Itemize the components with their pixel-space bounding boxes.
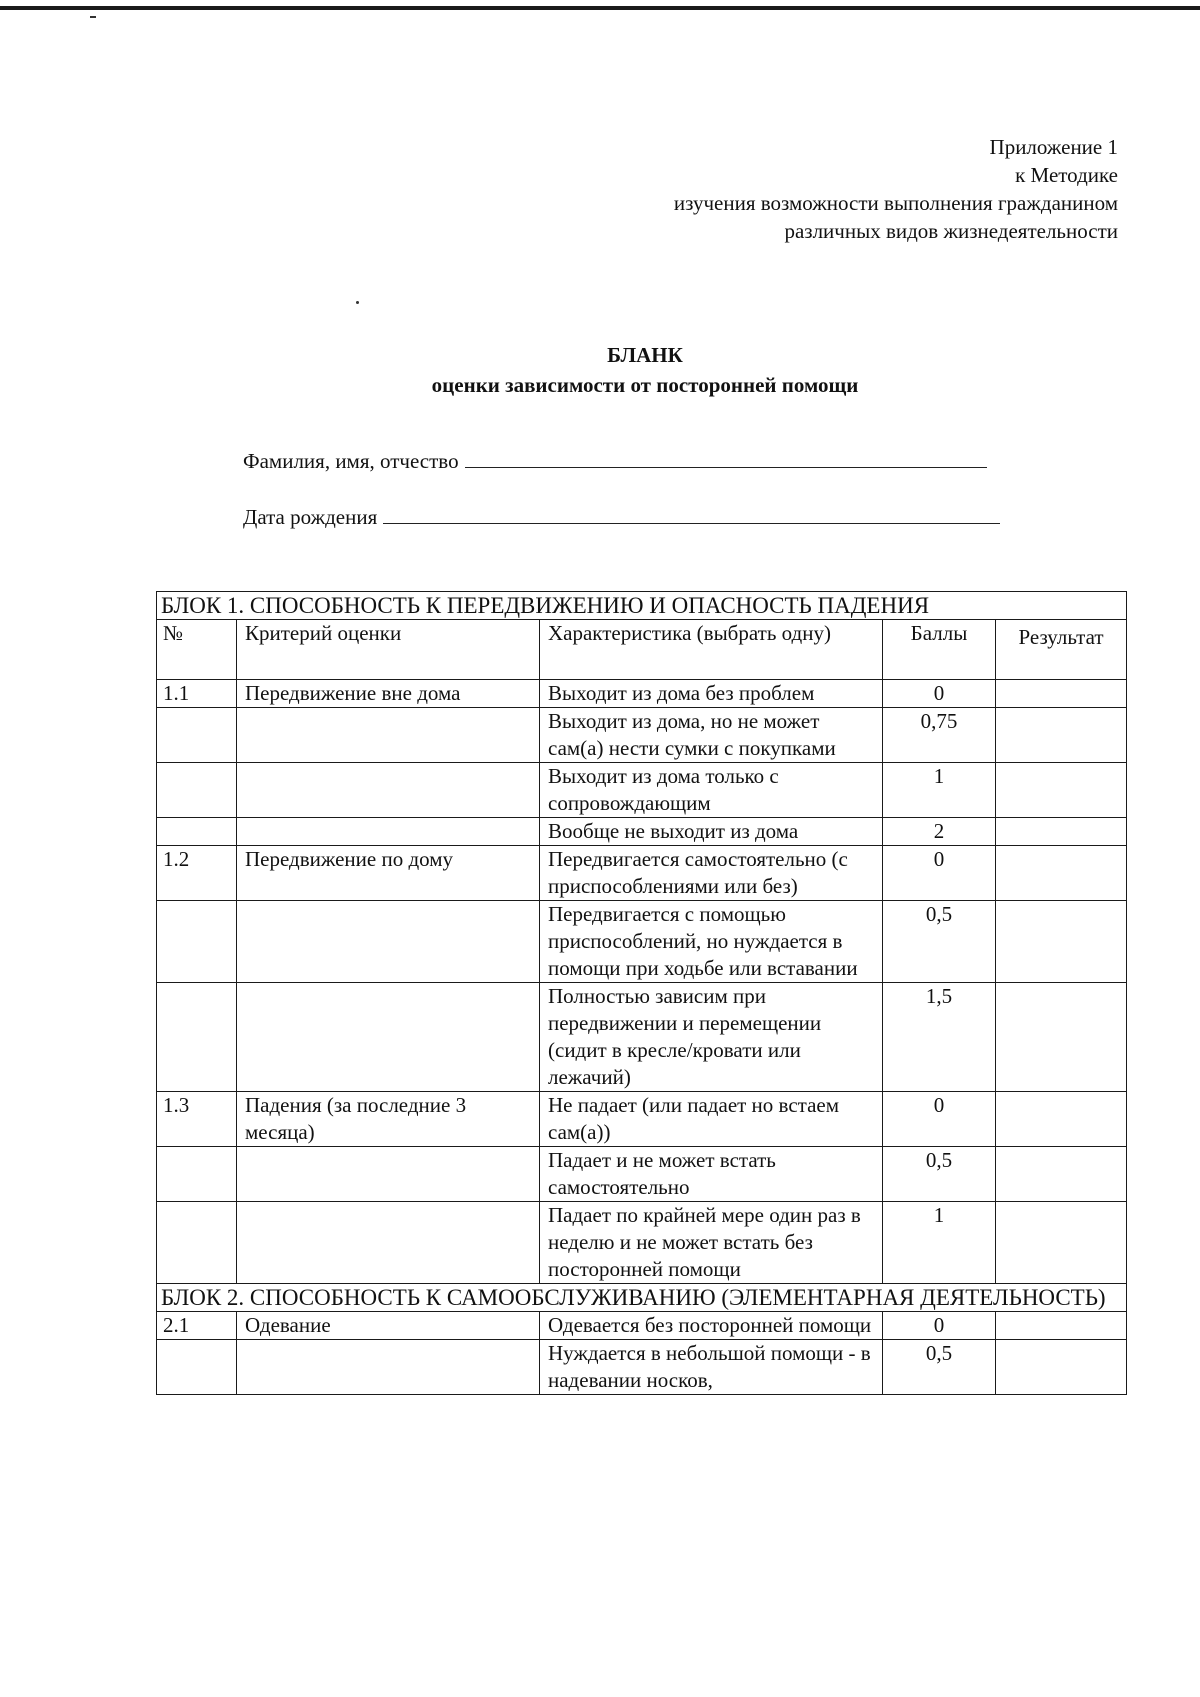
name-field [243, 447, 987, 474]
item-criterion: Одевание [237, 1312, 540, 1340]
table-row [157, 1147, 1127, 1202]
item-number [157, 1147, 237, 1202]
appendix-line: различных видов жизнедеятельности [784, 219, 1118, 243]
item-criterion [237, 901, 540, 983]
item-characteristic: Полностью зависим при передвижении и перемещении (сидит в кресле/кровати или лежачий) [540, 983, 883, 1092]
item-points: 0,5 [883, 1147, 996, 1202]
scan-dot [356, 301, 359, 304]
item-result-cell[interactable] [996, 1202, 1127, 1284]
item-characteristic: Передвигается самостоятельно (с приспособлениями или без) [540, 846, 883, 901]
appendix-line: Приложение 1 [989, 135, 1118, 159]
item-criterion [237, 763, 540, 818]
item-characteristic: Не падает (или падает но встаем сам(а)) [540, 1092, 883, 1147]
item-result-cell[interactable] [996, 1092, 1127, 1147]
item-points: 1 [883, 763, 996, 818]
table-row [157, 708, 1127, 763]
item-result-cell[interactable] [996, 901, 1127, 983]
header-number: № [157, 620, 237, 680]
name-input-line[interactable] [465, 447, 987, 468]
item-number: 2.1 [157, 1312, 237, 1340]
block-2-title: БЛОК 2. СПОСОБНОСТЬ К САМООБСЛУЖИВАНИЮ (ЭЛЕМЕНТАРНАЯ ДЕЯТЕЛЬНОСТЬ) [157, 1284, 1127, 1312]
item-criterion: Падения (за последние 3 месяца) [237, 1092, 540, 1147]
form-title: БЛАНК [607, 343, 683, 367]
item-criterion [237, 1202, 540, 1284]
item-characteristic: Падает и не может встать самостоятельно [540, 1147, 883, 1202]
block-1-title: БЛОК 1. СПОСОБНОСТЬ К ПЕРЕДВИЖЕНИЮ И ОПАСНОСТЬ ПАДЕНИЯ [157, 592, 1127, 620]
item-result-cell[interactable] [996, 983, 1127, 1092]
table-row [157, 846, 1127, 901]
header-points: Баллы [883, 620, 996, 680]
column-header-row [157, 620, 1127, 680]
item-result-cell[interactable] [996, 1340, 1127, 1395]
item-result-cell[interactable] [996, 708, 1127, 763]
item-characteristic: Падает по крайней мере один раз в неделю и не может встать без посторонней помощи [540, 1202, 883, 1284]
item-result-cell[interactable] [996, 763, 1127, 818]
appendix-line: изучения возможности выполнения гражданином [673, 191, 1118, 215]
item-points: 1 [883, 1202, 996, 1284]
item-number [157, 763, 237, 818]
block-header-row [157, 592, 1127, 620]
item-characteristic: Вообще не выходит из дома [540, 818, 883, 846]
item-result-cell[interactable] [996, 1312, 1127, 1340]
item-characteristic: Одевается без посторонней помощи [540, 1312, 883, 1340]
block-header-row [157, 1284, 1127, 1312]
scan-top-edge [0, 6, 1200, 10]
scan-mark [90, 16, 96, 18]
table-row [157, 1202, 1127, 1284]
item-points: 0,5 [883, 901, 996, 983]
birth-input-line[interactable] [383, 503, 1000, 524]
item-result-cell[interactable] [996, 846, 1127, 901]
table-row [157, 763, 1127, 818]
table-row [157, 1340, 1127, 1395]
item-points: 2 [883, 818, 996, 846]
table-row [157, 1312, 1127, 1340]
item-criterion [237, 1340, 540, 1395]
item-number: 1.1 [157, 680, 237, 708]
item-characteristic: Нуждается в небольшой помощи - в надевании носков, [540, 1340, 883, 1395]
table-row [157, 818, 1127, 846]
item-points: 0 [883, 1092, 996, 1147]
item-result-cell[interactable] [996, 680, 1127, 708]
item-criterion [237, 818, 540, 846]
form-subtitle: оценки зависимости от посторонней помощи [431, 373, 859, 397]
item-number: 1.2 [157, 846, 237, 901]
item-characteristic: Выходит из дома без проблем [540, 680, 883, 708]
item-points: 0 [883, 680, 996, 708]
item-number [157, 818, 237, 846]
assessment-table [156, 591, 1127, 1395]
item-number [157, 1340, 237, 1395]
birth-label: Дата рождения [243, 505, 378, 529]
appendix-header [518, 133, 1118, 245]
item-number [157, 1202, 237, 1284]
item-characteristic: Выходит из дома, но не может сам(а) нести сумки с покупками [540, 708, 883, 763]
item-criterion: Передвижение вне дома [237, 680, 540, 708]
header-characteristic: Характеристика (выбрать одну) [540, 620, 883, 680]
item-number: 1.3 [157, 1092, 237, 1147]
birth-date-field [243, 503, 1000, 530]
header-criterion: Критерий оценки [237, 620, 540, 680]
item-criterion [237, 708, 540, 763]
name-label: Фамилия, имя, отчество [243, 449, 459, 473]
item-result-cell[interactable] [996, 1147, 1127, 1202]
item-points: 0,5 [883, 1340, 996, 1395]
table-row [157, 901, 1127, 983]
item-characteristic: Передвигается с помощью приспособлений, но нуждается в помощи при ходьбе или вставании [540, 901, 883, 983]
table-row [157, 983, 1127, 1092]
appendix-line: к Методике [1015, 163, 1118, 187]
item-result-cell[interactable] [996, 818, 1127, 846]
table-row [157, 680, 1127, 708]
item-points: 0 [883, 1312, 996, 1340]
item-number [157, 901, 237, 983]
item-number [157, 708, 237, 763]
item-criterion [237, 983, 540, 1092]
item-characteristic: Выходит из дома только с сопровождающим [540, 763, 883, 818]
item-number [157, 983, 237, 1092]
header-result: Результат [996, 620, 1127, 680]
item-points: 1,5 [883, 983, 996, 1092]
table-row [157, 1092, 1127, 1147]
item-criterion: Передвижение по дому [237, 846, 540, 901]
item-points: 0 [883, 846, 996, 901]
item-points: 0,75 [883, 708, 996, 763]
item-criterion [237, 1147, 540, 1202]
